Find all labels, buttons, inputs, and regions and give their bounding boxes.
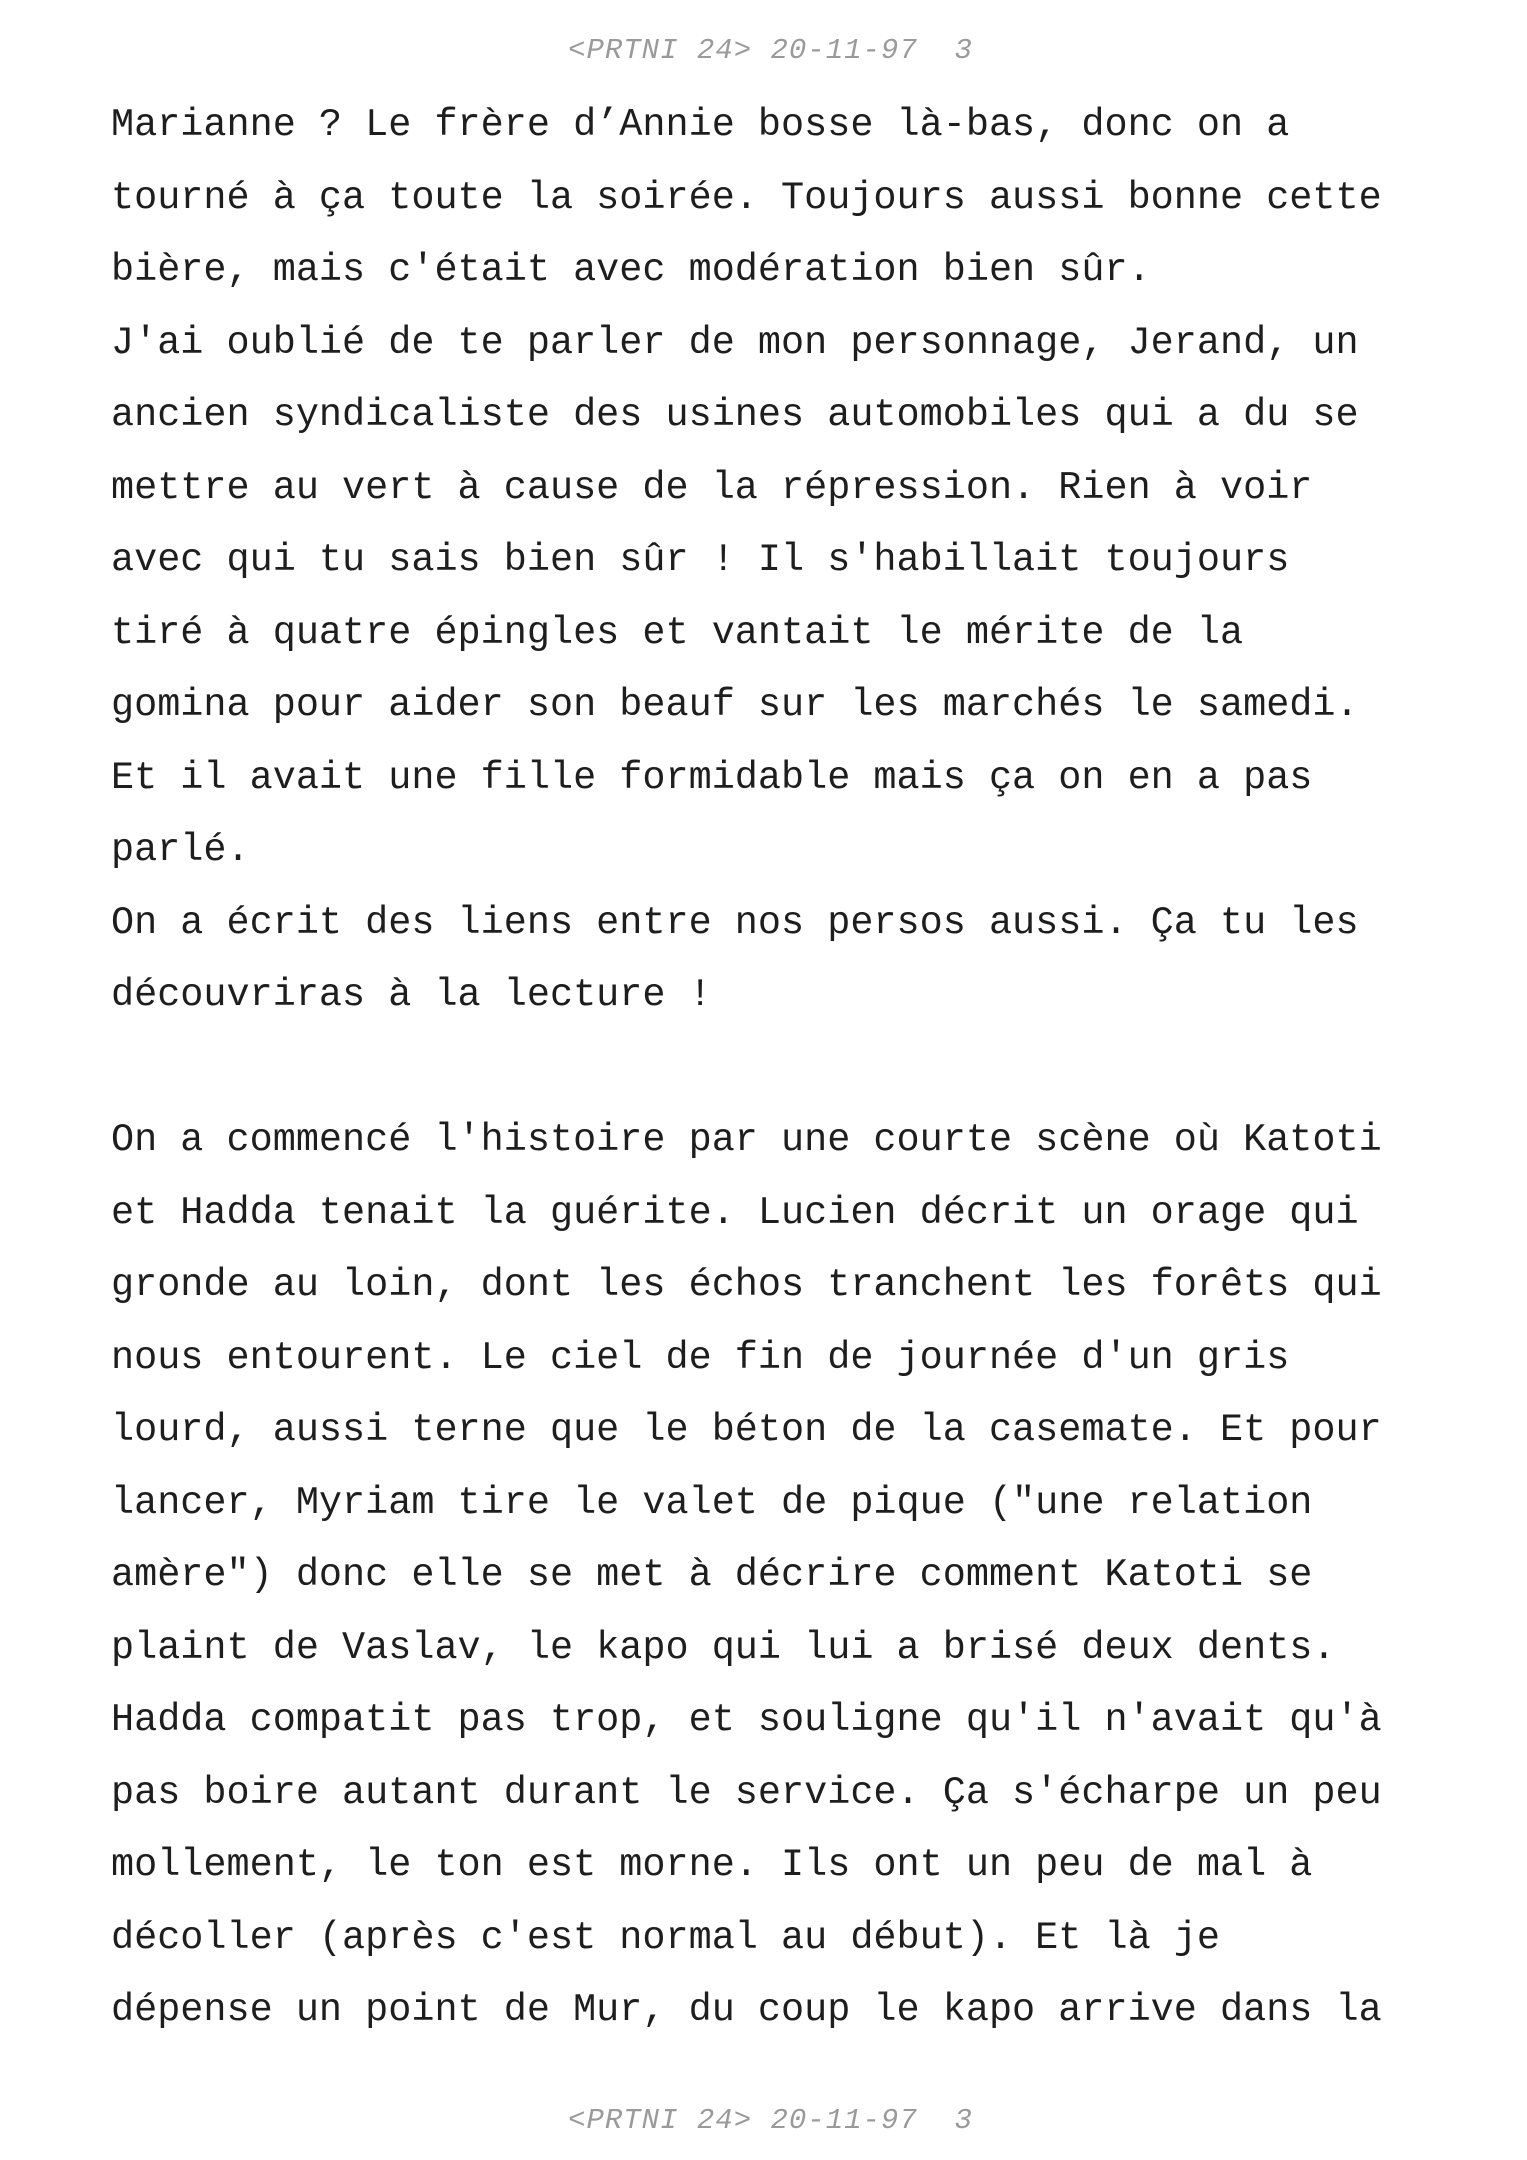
text-line: nous entourent. Le ciel de fin de journée d'un gris xyxy=(111,1335,1290,1380)
text-line: lourd, aussi terne que le béton de la casemate. Et pour xyxy=(111,1408,1382,1452)
text-line: Et il avait une fille formidable mais ça on en a pas xyxy=(111,755,1313,800)
text-line: bière, mais c'était avec modération bien sûr. xyxy=(111,248,1151,292)
text-line: découvriras à la lecture ! xyxy=(111,973,712,1017)
text-line: et Hadda tenait la guérite. Lucien décrit un orage qui xyxy=(111,1190,1359,1235)
paragraph-2 xyxy=(111,1104,1491,2047)
text-line: plaint de Vaslav, le kapo qui lui a brisé deux dents. xyxy=(111,1625,1336,1670)
text-line: J'ai oublié de te parler de mon personnage, Jerand, un xyxy=(111,320,1359,365)
text-line: dépense un point de Mur, du coup le kapo arrive dans la xyxy=(111,1988,1382,2032)
page-header: <PRTNI 24> 20-11-97 3 xyxy=(568,34,973,67)
text-line: On a commencé l'histoire par une courte scène où Katoti xyxy=(111,1118,1382,1162)
text-line: tourné à ça toute la soirée. Toujours aussi bonne cette xyxy=(111,175,1382,220)
document-body xyxy=(111,89,1491,2047)
text-line: mollement, le ton est morne. Ils ont un peu de mal à xyxy=(111,1843,1313,1887)
text-line: Hadda compatit pas trop, et souligne qu'il n'avait qu'à xyxy=(111,1698,1382,1742)
text-line: mettre au vert à cause de la répression. Rien à voir xyxy=(111,465,1313,510)
text-line: lancer, Myriam tire le valet de pique ("une relation xyxy=(111,1480,1313,1525)
paragraph-1 xyxy=(111,89,1491,1032)
text-line: avec qui tu sais bien sûr ! Il s'habillait toujours xyxy=(111,538,1290,582)
text-line: parlé. xyxy=(111,828,250,872)
page-footer: <PRTNI 24> 20-11-97 3 xyxy=(568,2104,973,2137)
text-line: On a écrit des liens entre nos persos aussi. Ça tu les xyxy=(111,900,1359,945)
text-line: ancien syndicaliste des usines automobiles qui a du se xyxy=(111,393,1359,437)
text-line: Marianne ? Le frère d’Annie bosse là-bas, donc on a xyxy=(111,103,1290,147)
text-line: pas boire autant durant le service. Ça s'écharpe un peu xyxy=(111,1770,1382,1815)
text-line: amère") donc elle se met à décrire comment Katoti se xyxy=(111,1553,1313,1597)
text-line: décoller (après c'est normal au début). Et là je xyxy=(111,1915,1220,1960)
text-line: gronde au loin, dont les échos tranchent les forêts qui xyxy=(111,1263,1382,1307)
text-line: gomina pour aider son beauf sur les marchés le samedi. xyxy=(111,683,1359,727)
text-line: tiré à quatre épingles et vantait le mérite de la xyxy=(111,610,1244,655)
